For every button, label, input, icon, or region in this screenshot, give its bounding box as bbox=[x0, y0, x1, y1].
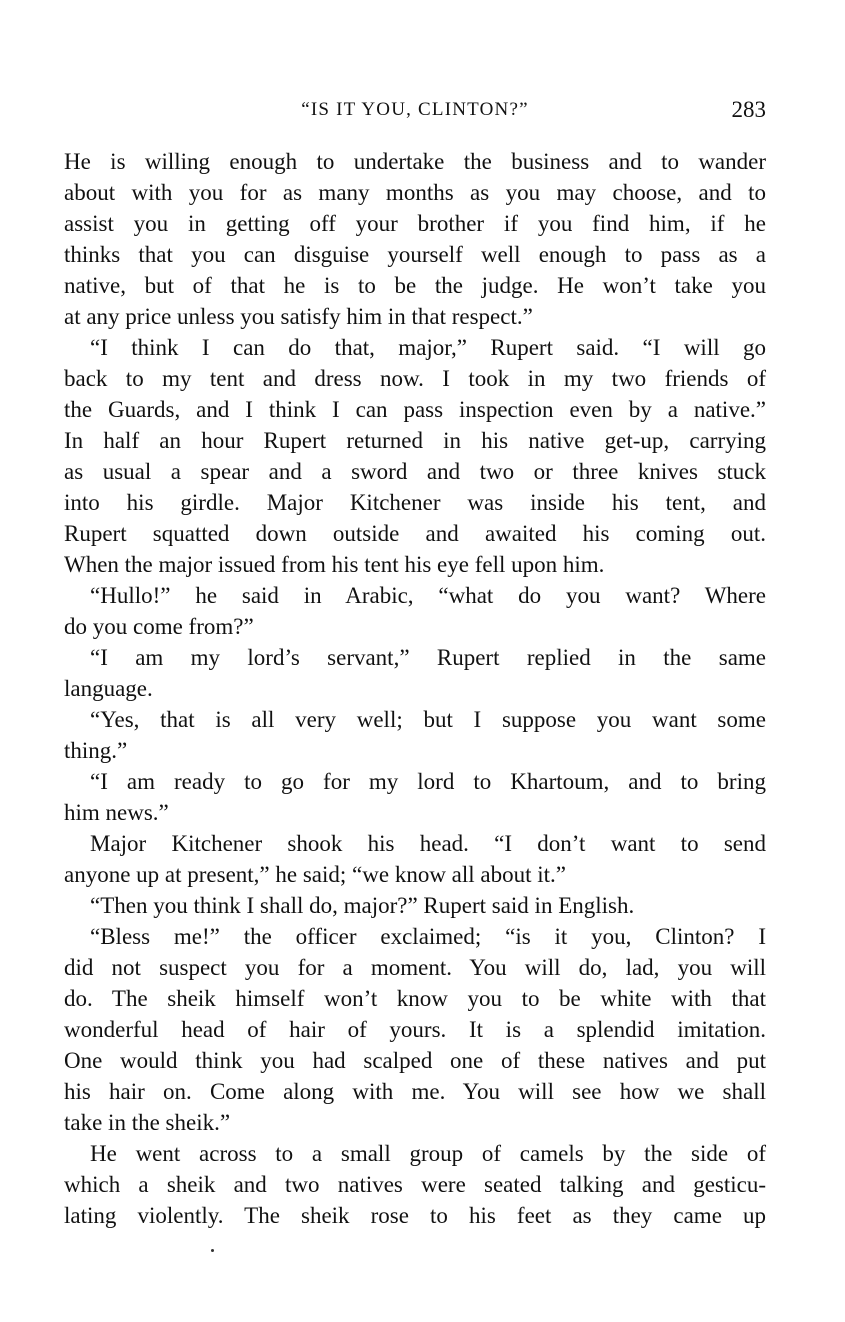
running-head bbox=[64, 94, 766, 126]
text-line: thing.” bbox=[64, 738, 128, 763]
text-line: at any price unless you satisfy him in that respect.” bbox=[64, 304, 533, 329]
text-line: “Then you think I shall do, major?” Rupert said in English. bbox=[90, 893, 635, 918]
text-line: When the major issued from his tent his eye fell upon him. bbox=[64, 552, 605, 577]
text-line: do you come from?” bbox=[64, 614, 254, 639]
text-line: assist you in getting off your brother if you find him, if he bbox=[64, 211, 766, 236]
text-line: the Guards, and I think I can pass inspection even by a native.” bbox=[64, 397, 766, 422]
page-number: 283 bbox=[731, 97, 766, 122]
text-line: about with you for as many months as you may choose, and to bbox=[64, 180, 766, 205]
text-line: He went across to a small group of camels by the side of bbox=[90, 1141, 766, 1166]
text-line: wonderful head of hair of yours. It is a splendid imitation. bbox=[64, 1017, 766, 1042]
text-line: “I am ready to go for my lord to Khartoum, and to bring bbox=[90, 769, 766, 794]
text-line: as usual a spear and a sword and two or three knives stuck bbox=[64, 459, 766, 484]
printer-mark bbox=[211, 1249, 214, 1252]
text-line: language. bbox=[64, 676, 153, 701]
text-line: One would think you had scalped one of these natives and put bbox=[64, 1048, 766, 1073]
text-line: “I think I can do that, major,” Rupert said. “I will go bbox=[90, 335, 766, 360]
text-line: native, but of that he is to be the judge. He won’t take you bbox=[64, 273, 766, 298]
text-line: do. The sheik himself won’t know you to be white with that bbox=[64, 986, 766, 1011]
text-line: “I am my lord’s servant,” Rupert replied in the same bbox=[90, 645, 766, 670]
text-line: “Yes, that is all very well; but I suppose you want some bbox=[90, 707, 766, 732]
text-line: did not suspect you for a moment. You will do, lad, you will bbox=[64, 955, 766, 980]
running-title: “IS IT YOU, CLINTON?” bbox=[301, 99, 529, 120]
text-line: anyone up at present,” he said; “we know all about it.” bbox=[64, 862, 567, 887]
text-line: Rupert squatted down outside and awaited his coming out. bbox=[64, 521, 766, 546]
text-line: him news.” bbox=[64, 800, 169, 825]
text-line: He is willing enough to undertake the business and to wander bbox=[64, 149, 766, 174]
text-line: his hair on. Come along with me. You will see how we shall bbox=[64, 1079, 766, 1104]
text-line: which a sheik and two natives were seated talking and gesticu- bbox=[64, 1172, 766, 1197]
text-line: into his girdle. Major Kitchener was inside his tent, and bbox=[64, 490, 766, 515]
text-line: back to my tent and dress now. I took in my two friends of bbox=[64, 366, 766, 391]
body-text bbox=[64, 146, 766, 1231]
text-line: “Bless me!” the officer exclaimed; “is it you, Clinton? I bbox=[90, 924, 766, 949]
text-line: Major Kitchener shook his head. “I don’t want to send bbox=[90, 831, 766, 856]
text-line: lating violently. The sheik rose to his feet as they came up bbox=[64, 1203, 766, 1228]
text-line: “Hullo!” he said in Arabic, “what do you want? Where bbox=[90, 583, 766, 608]
text-line: In half an hour Rupert returned in his native get-up, carrying bbox=[64, 428, 766, 453]
text-line: take in the sheik.” bbox=[64, 1110, 231, 1135]
text-line: thinks that you can disguise yourself well enough to pass as a bbox=[64, 242, 766, 267]
